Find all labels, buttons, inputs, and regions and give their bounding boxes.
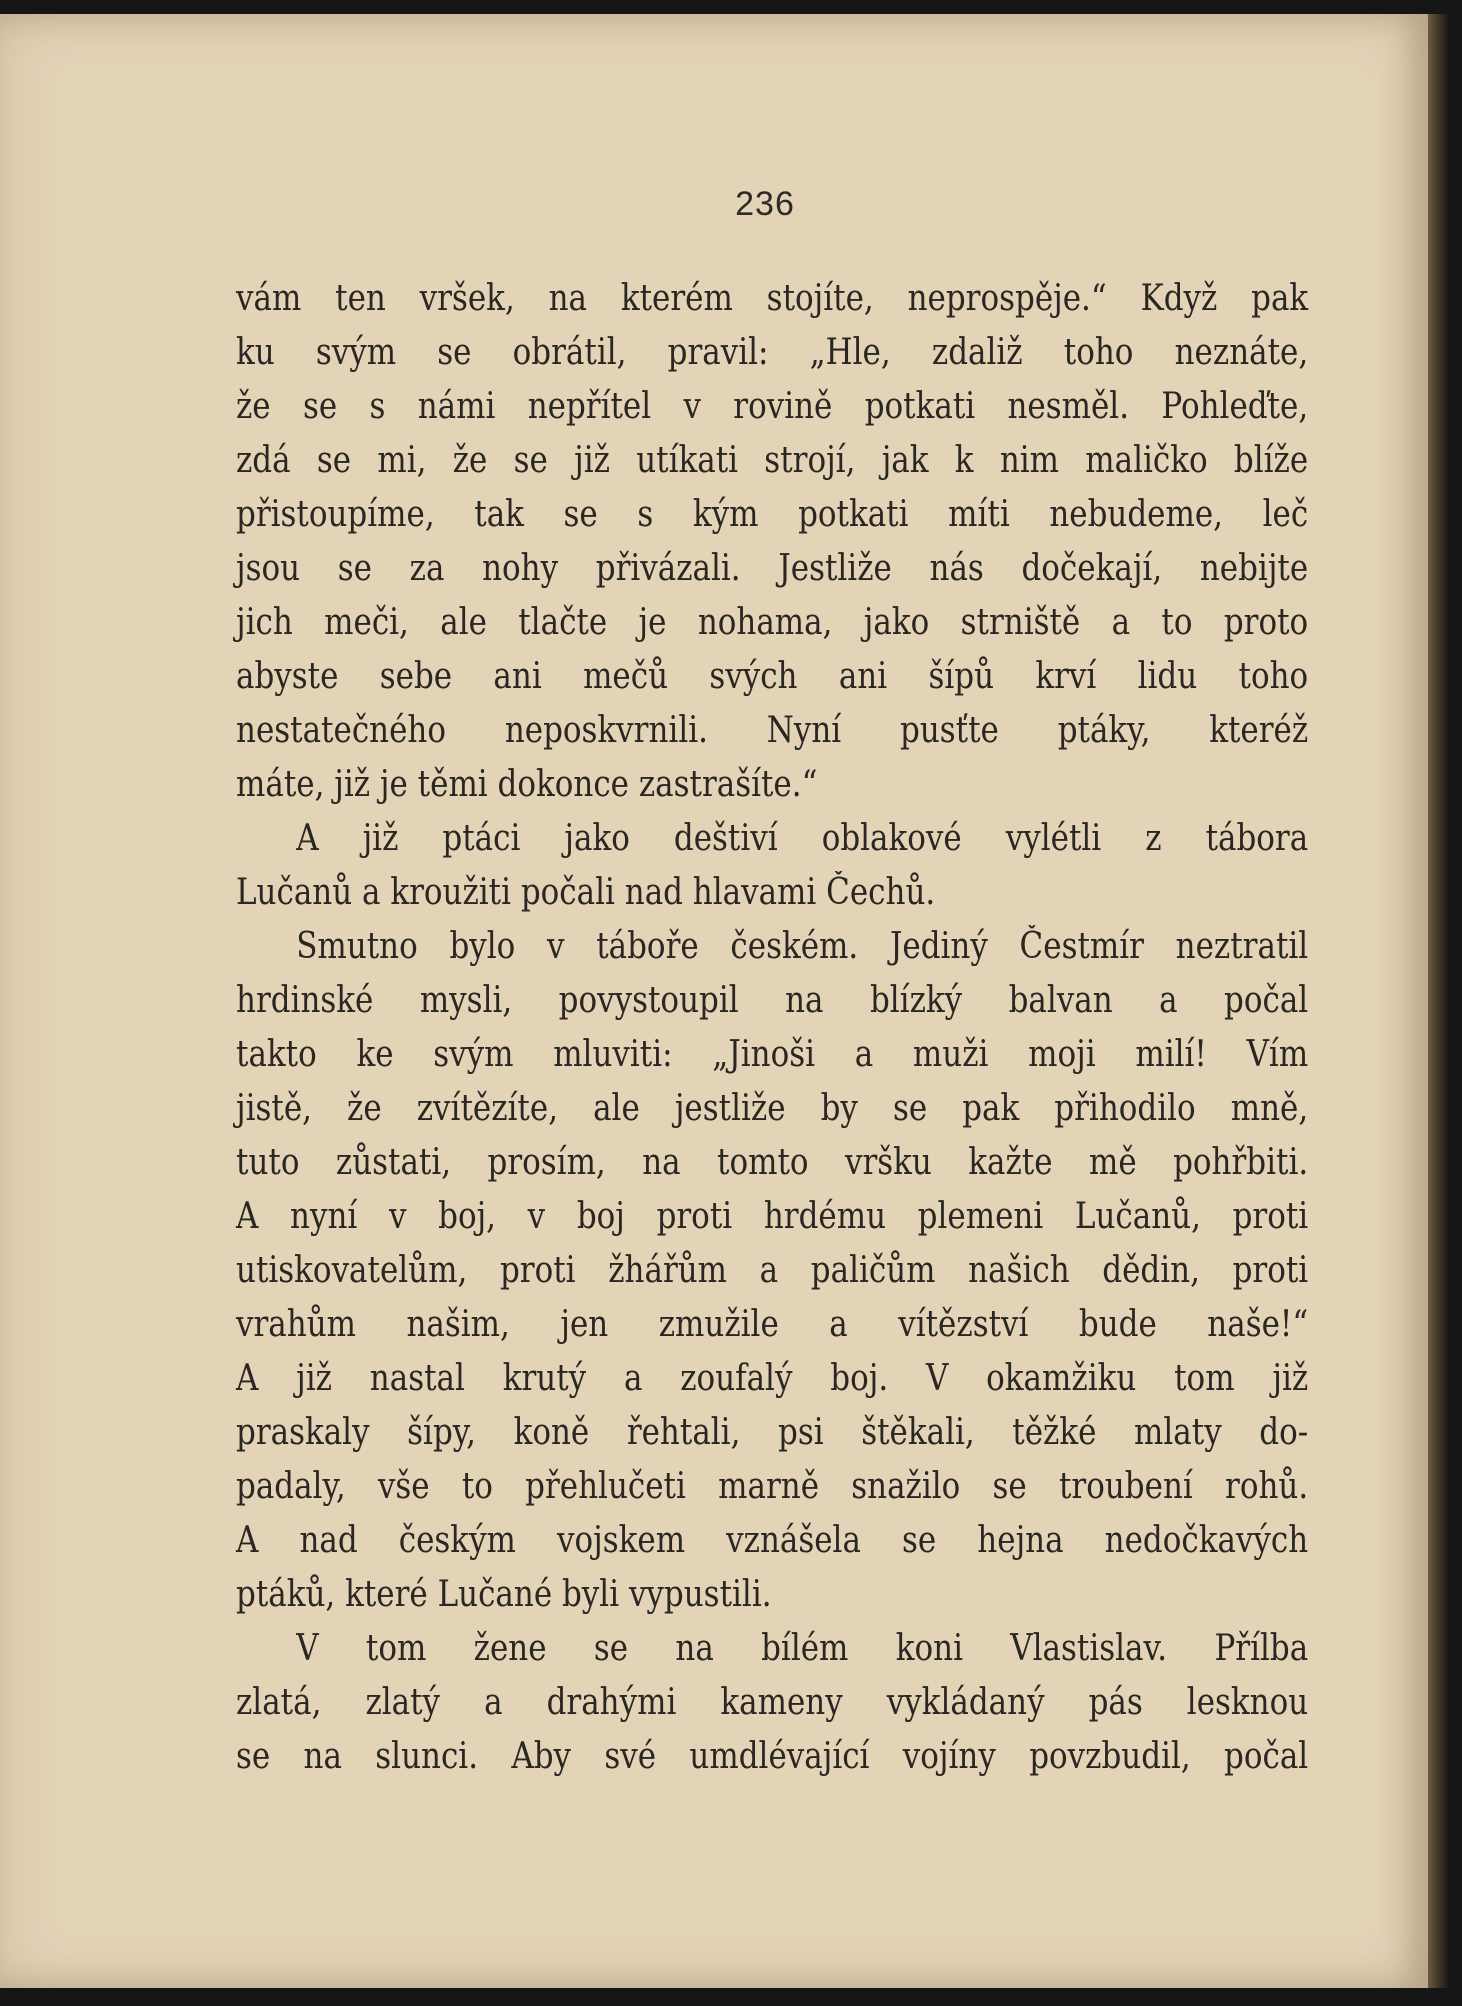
text-line: zlatá, zlatý a drahými kameny vykládaný pás lesknou — [236, 1682, 1309, 1723]
text-line: praskaly šípy, koně řehtali, psi štěkali, těžké mlaty do- — [236, 1412, 1309, 1453]
text-line: A nyní v boj, v boj proti hrdému plemeni Lučanů, proti — [236, 1196, 1309, 1237]
body-text — [236, 272, 1308, 1784]
text-line: A již nastal krutý a zoufalý boj. V okamžiku tom již — [236, 1358, 1309, 1399]
text-line: přistoupíme, tak se s kým potkati míti nebudeme, leč — [236, 494, 1309, 535]
text-line: jsou se za nohy přivázali. Jestliže nás dočekají, nebijte — [236, 548, 1309, 589]
text-line: hrdinské mysli, povystoupil na blízký balvan a počal — [236, 980, 1309, 1021]
text-line: abyste sebe ani mečů svých ani šípů krví lidu toho — [236, 656, 1309, 697]
text-line: tuto zůstati, prosím, na tomto vršku kažte mě pohřbiti. — [236, 1142, 1309, 1183]
text-line: nestatečného neposkvrnili. Nyní pusťte ptáky, kteréž — [236, 710, 1309, 751]
text-line: jistě, že zvítězíte, ale jestliže by se pak přihodilo mně, — [236, 1088, 1309, 1129]
text-line: Smutno bylo v táboře českém. Jediný Čestmír neztratil — [296, 926, 1309, 967]
text-line: že se s námi nepřítel v rovině potkati nesměl. Pohleďte, — [236, 386, 1309, 427]
text-line: máte, již je těmi dokonce zastrašíte.“ — [236, 764, 818, 805]
text-line: vrahům našim, jen zmužile a vítězství bude naše!“ — [236, 1304, 1309, 1345]
text-line: padaly, vše to přehlučeti marně snažilo se troubení rohů. — [236, 1466, 1309, 1507]
text-line: ku svým se obrátil, pravil: „Hle, zdaliž toho neznáte, — [236, 332, 1309, 373]
text-line: takto ke svým mluviti: „Jinoši a muži moji milí! Vím — [236, 1034, 1309, 1075]
text-line: A nad českým vojskem vznášela se hejna nedočkavých — [236, 1520, 1309, 1561]
text-line: vám ten vršek, na kterém stojíte, neprospěje.“ Když pak — [236, 278, 1309, 319]
text-line: A již ptáci jako deštiví oblakové vylétli z tábora — [296, 818, 1309, 859]
text-line: se na slunci. Aby své umdlévající vojíny povzbudil, počal — [236, 1736, 1309, 1777]
text-line: V tom žene se na bílém koni Vlastislav. Přílba — [296, 1628, 1309, 1669]
text-line: Lučanů a kroužiti počali nad hlavami Čechů. — [236, 872, 936, 913]
text-line: ptáků, které Lučané byli vypustili. — [236, 1574, 772, 1615]
text-line: jich meči, ale tlačte je nohama, jako strniště a to proto — [236, 602, 1309, 643]
book-spine-edge — [1428, 14, 1448, 1988]
page-number: 236 — [735, 185, 795, 223]
text-line: zdá se mi, že se již utíkati strojí, jak k nim maličko blíže — [236, 440, 1309, 481]
text-line: utiskovatelům, proti žhářům a paličům našich dědin, proti — [236, 1250, 1309, 1291]
